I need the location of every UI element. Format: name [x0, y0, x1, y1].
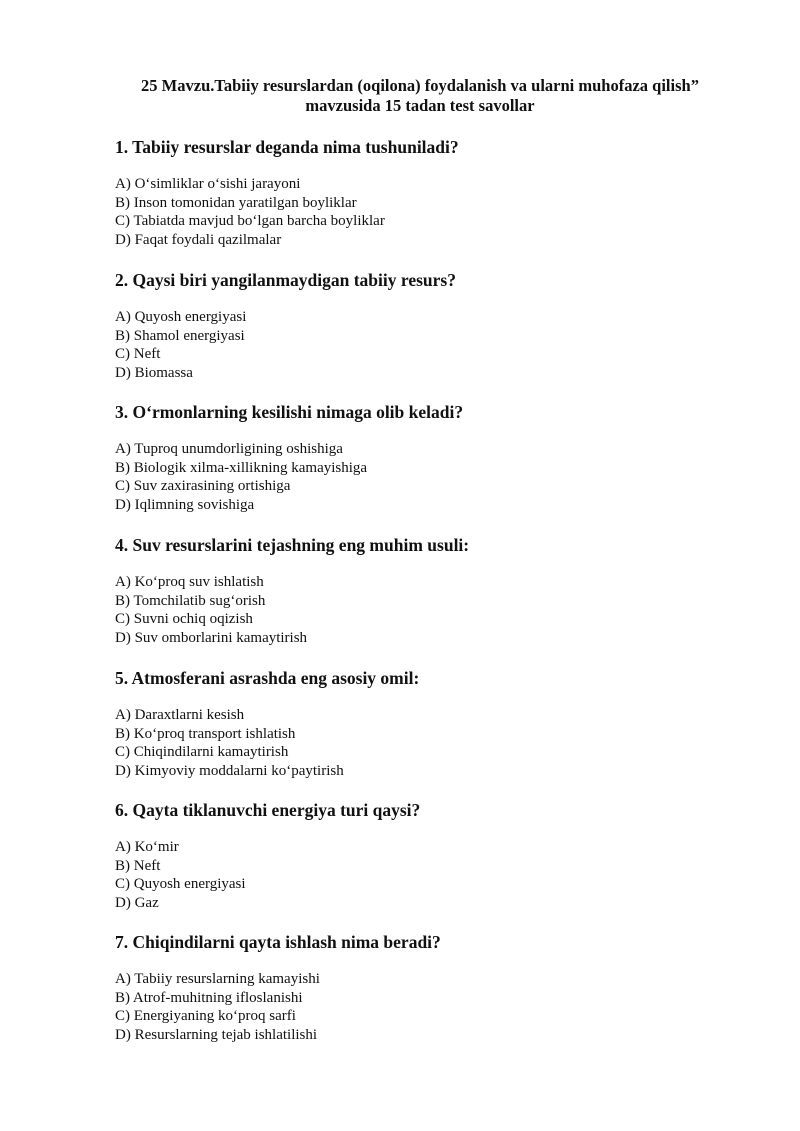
option-d: D) Faqat foydali qazilmalar	[115, 231, 282, 248]
option-b: B) Inson tomonidan yaratilgan boyliklar	[115, 194, 357, 211]
option-c: C) Energiyaning ko‘proq sarfi	[115, 1008, 296, 1024]
option-d: D) Biomassa	[115, 364, 193, 381]
question-text: 7. Chiqindilarni qayta ishlash nima beradi?	[115, 932, 441, 952]
question-1	[115, 137, 755, 249]
option-a: A) Quyosh energiyasi	[115, 309, 247, 325]
option-a: A) Daraxtlarni kesish	[115, 707, 245, 723]
option-b: B) Atrof-muhitning ifloslanishi	[115, 989, 303, 1006]
document-title	[100, 76, 740, 116]
title-line-2: mavzusida 15 tadan test savollar	[305, 96, 535, 115]
option-b: B) Ko‘proq transport ishlatish	[115, 725, 296, 742]
options-list	[115, 175, 755, 249]
option-c: C) Suvni ochiq oqizish	[115, 611, 253, 627]
option-a: A) O‘simliklar o‘sishi jarayoni	[115, 176, 301, 192]
question-text: 2. Qaysi biri yangilanmaydigan tabiiy resurs?	[115, 270, 456, 290]
option-a: A) Tabiiy resurslarning kamayishi	[115, 971, 320, 987]
question-text: 3. O‘rmonlarning kesilishi nimaga olib keladi?	[115, 402, 464, 422]
question-7	[115, 932, 755, 1044]
option-b: B) Biologik xilma-xillikning kamayishiga	[115, 459, 368, 476]
options-list	[115, 440, 755, 514]
option-d: D) Iqlimning sovishiga	[115, 496, 255, 513]
option-b: B) Shamol energiyasi	[115, 327, 245, 344]
option-b: B) Tomchilatib sug‘orish	[115, 592, 266, 609]
question-5	[115, 668, 755, 780]
question-text: 6. Qayta tiklanuvchi energiya turi qaysi?	[115, 800, 421, 820]
options-list	[115, 573, 755, 647]
question-3	[115, 402, 755, 514]
question-6	[115, 800, 755, 912]
option-a: A) Ko‘mir	[115, 839, 179, 855]
option-c: C) Quyosh energiyasi	[115, 876, 246, 892]
option-d: D) Kimyoviy moddalarni ko‘paytirish	[115, 762, 344, 779]
option-a: A) Tuproq unumdorligining oshishiga	[115, 441, 343, 457]
question-text: 5. Atmosferani asrashda eng asosiy omil:	[115, 668, 420, 688]
options-list	[115, 706, 755, 780]
question-text: 4. Suv resurslarini tejashning eng muhim usuli:	[115, 535, 470, 555]
option-a: A) Ko‘proq suv ishlatish	[115, 574, 264, 590]
options-list	[115, 838, 755, 912]
options-list	[115, 308, 755, 382]
option-c: C) Tabiatda mavjud bo‘lgan barcha boyliklar	[115, 213, 385, 229]
question-2	[115, 270, 755, 382]
question-text: 1. Tabiiy resurslar deganda nima tushuniladi?	[115, 137, 459, 157]
option-d: D) Resurslarning tejab ishlatilishi	[115, 1026, 318, 1043]
option-c: C) Neft	[115, 346, 161, 362]
option-c: C) Suv zaxirasining ortishiga	[115, 478, 291, 494]
option-c: C) Chiqindilarni kamaytirish	[115, 744, 289, 760]
title-line-1: 25 Mavzu.Tabiiy resurslardan (oqilona) foydalanish va ularni muhofaza qilish”	[141, 76, 699, 95]
option-d: D) Gaz	[115, 894, 159, 911]
option-d: D) Suv omborlarini kamaytirish	[115, 629, 308, 646]
options-list	[115, 970, 755, 1044]
question-4	[115, 535, 755, 647]
option-b: B) Neft	[115, 857, 161, 874]
